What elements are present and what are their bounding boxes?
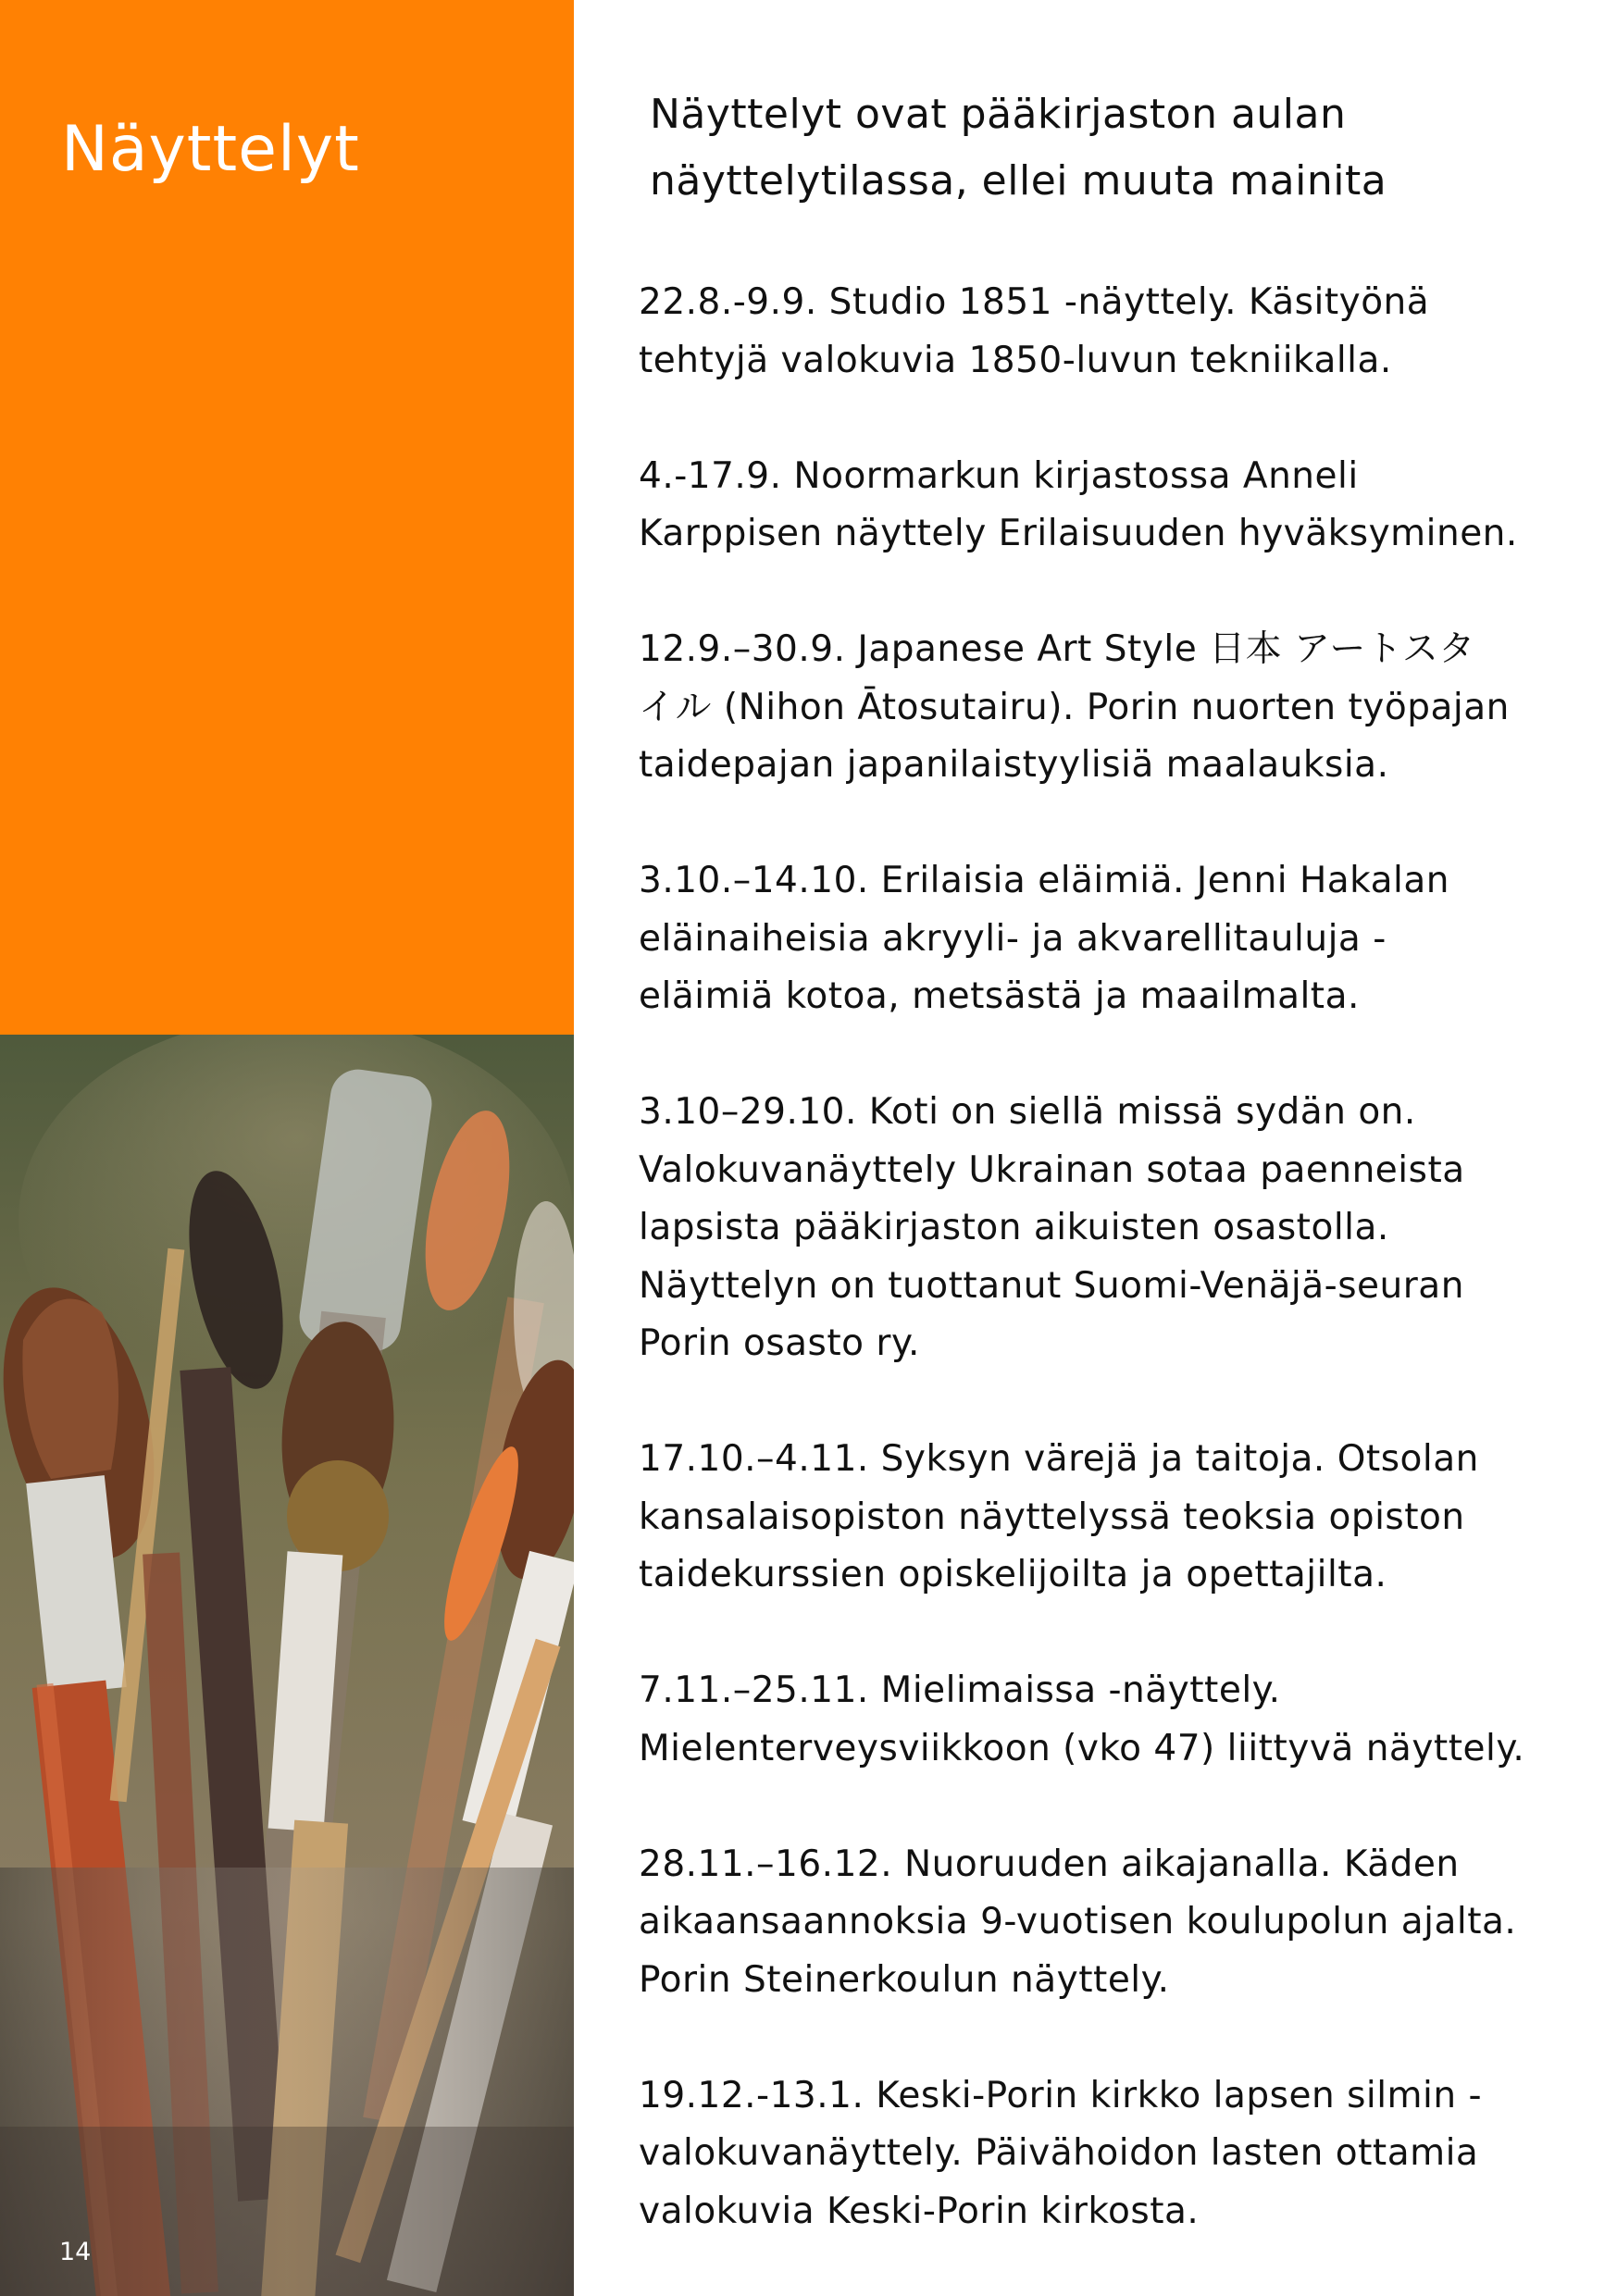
intro-heading: Näyttelyt ovat pääkirjaston aulan näyttelytilassa, ellei muuta mainita	[650, 91, 1387, 205]
event-item: 3.10.–14.10. Erilaisia eläimiä. Jenni Hakalan eläinaiheisia akryyli- ja akvarellitauluja - eläimiä kotoa, metsästä ja maailmalta.	[639, 860, 1449, 1017]
left-column	[0, 0, 574, 2296]
event-item: 7.11.–25.11. Mielimaissa -näyttely. Mielenterveysviikkoon (vko 47) liittyvä näyttely.	[639, 1669, 1525, 1769]
orange-title-panel	[0, 0, 574, 1035]
section-title: Näyttelyt	[61, 113, 360, 186]
event-item: 28.11.–16.12. Nuoruuden aikajanalla. Käden aikaansaannoksia 9-vuotisen koulupolun ajalta. Porin Steinerkoulun näyttely.	[639, 1843, 1517, 2001]
event-item: 22.8.-9.9. Studio 1851 -näyttely. Käsityönä tehtyjä valokuvia 1850-luvun tekniikalla.	[639, 281, 1430, 381]
right-column	[574, 0, 1617, 2296]
event-item: 19.12.-13.1. Keski-Porin kirkko lapsen silmin - valokuvanäyttely. Päivähoidon lasten ottamia valokuvia Keski-Porin kirkosta.	[639, 2074, 1483, 2232]
paintbrushes-photo	[0, 1035, 574, 2296]
event-item: 3.10–29.10. Koti on siellä missä sydän on. Valokuvanäyttely Ukrainan sotaa paenneista lapsista pääkirjaston aikuisten osastolla. Näyttelyn on tuottanut Suomi-Venäjä-seuran Porin osasto ry.	[639, 1091, 1465, 1364]
event-item: 17.10.–4.11. Syksyn värejä ja taitoja. Otsolan kansalaisopiston näyttelyssä teoksia opiston taidekurssien opiskelijoilta ja opettajilta.	[639, 1438, 1479, 1595]
page-number: 14	[59, 2238, 92, 2266]
event-list	[639, 274, 1592, 2296]
event-item: 4.-17.9. Noormarkun kirjastossa Anneli Karppisen näyttely Erilaisuuden hyväksyminen.	[639, 454, 1518, 554]
event-item: 12.9.–30.9. Japanese Art Style 日本 アートスタ イル (Nihon Ātosutairu). Porin nuorten työpajan taidepajan japanilaistyylisiä maalauksia.	[639, 628, 1510, 786]
